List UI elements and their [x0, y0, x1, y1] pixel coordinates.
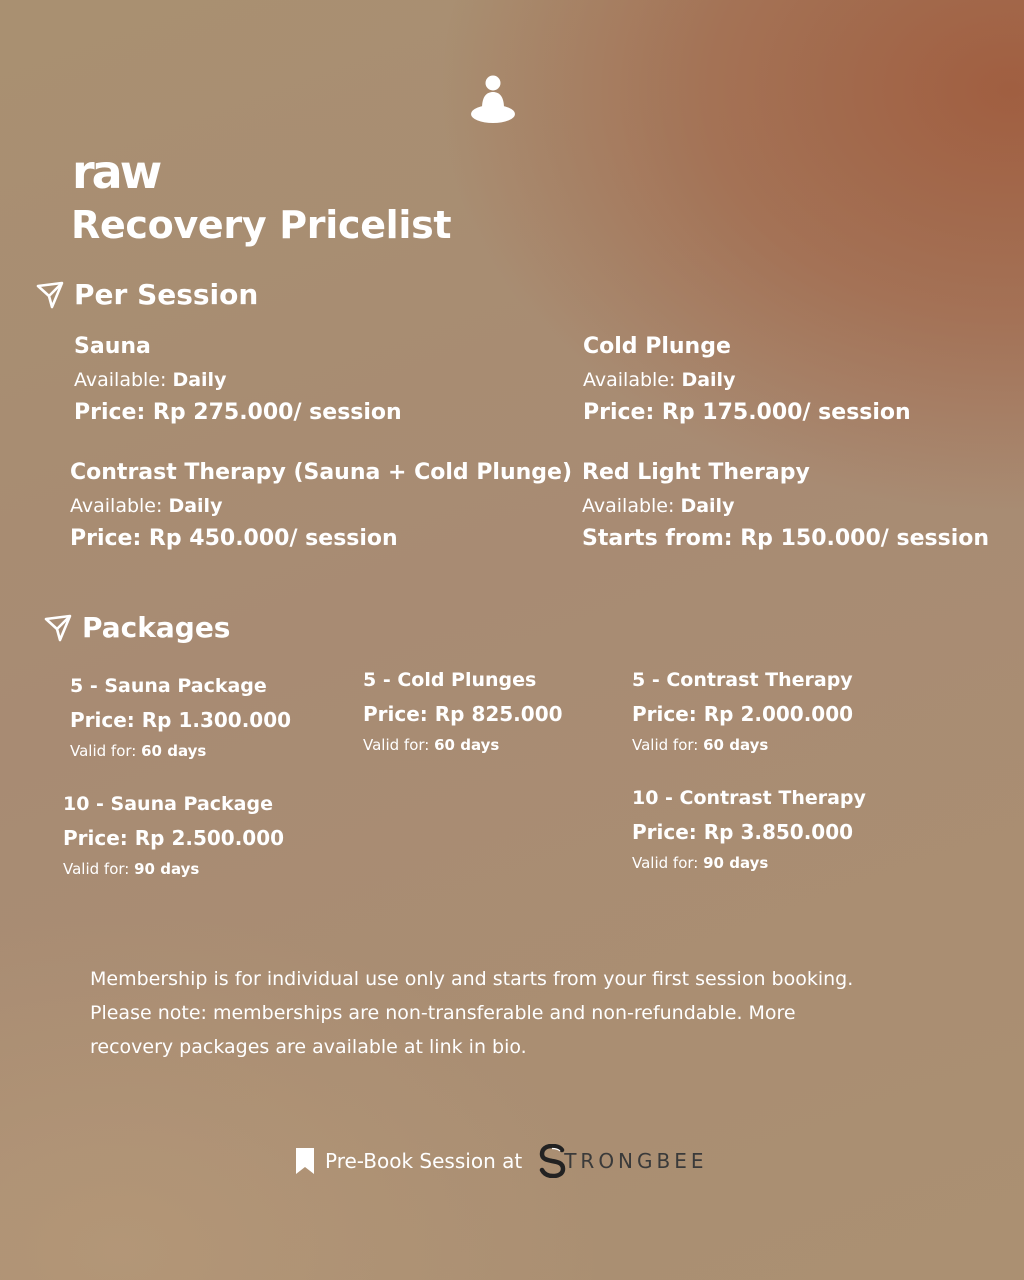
session-item-price: Starts from: Rp 150.000/ session	[582, 526, 990, 551]
session-item-name: Contrast Therapy (Sauna + Cold Plunge)	[70, 460, 573, 485]
validity-value: 90 days	[134, 860, 200, 878]
session-item-name: Sauna	[74, 334, 151, 359]
session-item-price: Price: Rp 450.000/ session	[70, 526, 398, 551]
validity-value: 60 days	[141, 742, 207, 760]
validity-label: Valid for:	[70, 742, 137, 760]
session-item-contrast-therapy	[70, 460, 572, 551]
package-item	[70, 675, 291, 760]
validity-value: 60 days	[703, 736, 769, 754]
send-arrow-icon	[36, 281, 64, 309]
session-item-sauna	[74, 334, 402, 425]
package-validity	[632, 736, 853, 754]
session-item-price: Price: Rp 275.000/ session	[74, 400, 402, 425]
validity-label: Valid for:	[632, 854, 699, 872]
package-price: Price: Rp 1.300.000	[70, 708, 292, 732]
validity-label: Valid for:	[632, 736, 699, 754]
strongbee-wordmark: TRONGBEE	[564, 1149, 708, 1173]
package-price: Price: Rp 825.000	[363, 702, 563, 726]
validity-label: Valid for:	[63, 860, 130, 878]
package-validity	[70, 742, 291, 760]
session-item-availability	[582, 495, 989, 517]
packages-heading-label: Packages	[82, 611, 231, 644]
package-item	[63, 793, 284, 878]
session-item-name: Cold Plunge	[583, 334, 731, 359]
validity-value: 60 days	[434, 736, 500, 754]
availability-value: Daily	[168, 495, 223, 517]
availability-value: Daily	[680, 495, 735, 517]
package-name: 5 - Cold Plunges	[363, 669, 537, 691]
send-arrow-icon	[44, 614, 72, 642]
membership-note	[90, 962, 910, 1064]
availability-label: Available:	[74, 369, 167, 391]
availability-label: Available:	[582, 495, 675, 517]
prebook-text: Pre-Book Session at	[325, 1149, 523, 1173]
validity-value: 90 days	[703, 854, 769, 872]
session-item-availability	[583, 369, 911, 391]
package-name: 5 - Sauna Package	[70, 675, 267, 697]
packages-heading	[44, 611, 230, 644]
session-item-red-light-therapy	[582, 460, 989, 551]
prebook-footer[interactable]	[295, 1144, 708, 1178]
strongbee-logo[interactable]	[538, 1144, 707, 1178]
package-item	[363, 669, 563, 754]
package-price: Price: Rp 3.850.000	[632, 820, 854, 844]
package-price: Price: Rp 2.000.000	[632, 702, 854, 726]
session-item-availability	[70, 495, 572, 517]
session-item-cold-plunge	[583, 334, 911, 425]
package-name: 10 - Contrast Therapy	[632, 787, 866, 809]
availability-label: Available:	[583, 369, 676, 391]
validity-label: Valid for:	[363, 736, 430, 754]
package-name: 5 - Contrast Therapy	[632, 669, 853, 691]
package-validity	[363, 736, 563, 754]
package-validity	[63, 860, 284, 878]
meditation-icon	[470, 74, 516, 126]
page-title: Recovery Pricelist	[71, 203, 452, 247]
session-item-name: Red Light Therapy	[582, 460, 810, 485]
availability-label: Available:	[70, 495, 163, 517]
session-item-price: Price: Rp 175.000/ session	[583, 400, 911, 425]
brand-logo	[72, 150, 176, 192]
per-session-heading	[36, 278, 258, 311]
note-line: Membership is for individual use only and starts from your first session booking.	[90, 968, 854, 990]
package-item	[632, 669, 853, 754]
per-session-heading-label: Per Session	[74, 278, 259, 311]
note-line: Please note: memberships are non-transferable and non-refundable. More	[90, 1002, 796, 1024]
session-item-availability	[74, 369, 402, 391]
availability-value: Daily	[681, 369, 736, 391]
availability-value: Daily	[172, 369, 227, 391]
bookmark-icon	[295, 1147, 315, 1175]
package-validity	[632, 854, 866, 872]
brand-wordmark: raw	[72, 150, 160, 192]
package-name: 10 - Sauna Package	[63, 793, 273, 815]
package-price: Price: Rp 2.500.000	[63, 826, 285, 850]
package-item	[632, 787, 866, 872]
note-line: recovery packages are available at link in bio.	[90, 1036, 527, 1058]
